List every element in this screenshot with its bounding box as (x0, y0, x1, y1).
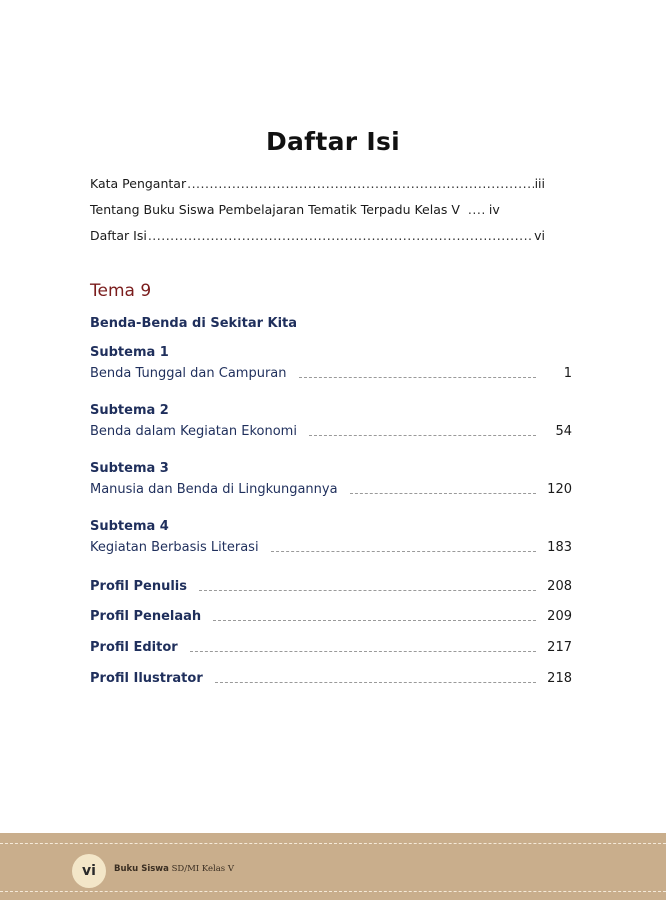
page-number-badge (72, 854, 106, 888)
toc-entry-label: Profil Editor (90, 640, 178, 655)
dash-leader (309, 434, 536, 436)
toc-entry-label: Kata Pengantar (90, 176, 187, 191)
dash-leader (350, 492, 536, 494)
subtema-heading: Subtema 4 (90, 519, 169, 534)
footer-book-title-rest: SD/MI Kelas V (168, 864, 234, 874)
toc-entry-page: vi (534, 228, 545, 243)
dash-leader (299, 376, 536, 378)
toc-entry-daftar-isi[interactable] (90, 228, 545, 243)
toc-entry-page: 54 (555, 424, 572, 439)
page-number: vi (82, 863, 96, 879)
dot-leader (187, 176, 533, 191)
toc-entry-page: 208 (547, 579, 572, 594)
toc-entry-label: Daftar Isi (90, 228, 147, 243)
footer-dash-line-bottom (0, 891, 666, 892)
dash-leader (190, 650, 536, 652)
toc-entry-page: 217 (547, 640, 572, 655)
toc-entry-label: Benda Tunggal dan Campuran (90, 366, 287, 381)
dot-leader (148, 228, 533, 243)
toc-entry-profil-editor[interactable] (90, 640, 572, 655)
dash-leader (215, 681, 536, 683)
toc-entry-page: 1 (563, 366, 572, 381)
toc-entry-profil-ilustrator[interactable] (90, 671, 572, 686)
toc-entry-page: iv (488, 202, 500, 217)
subtema-heading: Subtema 2 (90, 403, 169, 418)
toc-entry-subtema-3[interactable] (90, 482, 572, 497)
toc-entry-label: Profil Penelaah (90, 609, 202, 624)
footer-book-title-bold: Buku Siswa (114, 864, 169, 874)
tema-subtitle: Benda-Benda di Sekitar Kita (90, 316, 298, 331)
toc-entry-label: Benda dalam Kegiatan Ekonomi (90, 424, 297, 439)
toc-entry-label: Profil Penulis (90, 579, 187, 594)
subtema-heading: Subtema 1 (90, 345, 169, 360)
page-title: Daftar Isi (265, 126, 401, 156)
page-footer (0, 833, 666, 900)
dash-leader (213, 619, 536, 621)
toc-entry-label: Profil Ilustrator (90, 671, 203, 686)
toc-entry-page: 183 (547, 540, 572, 555)
footer-dash-line-top (0, 843, 666, 844)
toc-entry-label: Tentang Buku Siswa Pembelajaran Tematik Terpadu Kelas V (90, 202, 460, 217)
tema-title: Tema 9 (90, 281, 152, 301)
toc-entry-kata-pengantar[interactable] (90, 176, 545, 191)
subtema-heading: Subtema 3 (90, 461, 169, 476)
toc-entry-page: 120 (547, 482, 572, 497)
toc-entry-profil-penulis[interactable] (90, 579, 572, 594)
toc-entry-profil-penelaah[interactable] (90, 609, 572, 624)
dot-leader (468, 202, 484, 217)
toc-entry-subtema-4[interactable] (90, 540, 572, 555)
toc-entry-label: Kegiatan Berbasis Literasi (90, 540, 259, 555)
dash-leader (271, 550, 536, 552)
toc-entry-tentang-buku[interactable] (90, 202, 545, 217)
toc-entry-label: Manusia dan Benda di Lingkungannya (90, 482, 338, 497)
toc-entry-page: iii (534, 176, 545, 191)
footer-book-title (114, 864, 234, 874)
toc-entry-page: 218 (547, 671, 572, 686)
toc-entry-subtema-2[interactable] (90, 424, 572, 439)
toc-entry-page: 209 (547, 609, 572, 624)
dash-leader (199, 589, 536, 591)
toc-entry-subtema-1[interactable] (90, 366, 572, 381)
